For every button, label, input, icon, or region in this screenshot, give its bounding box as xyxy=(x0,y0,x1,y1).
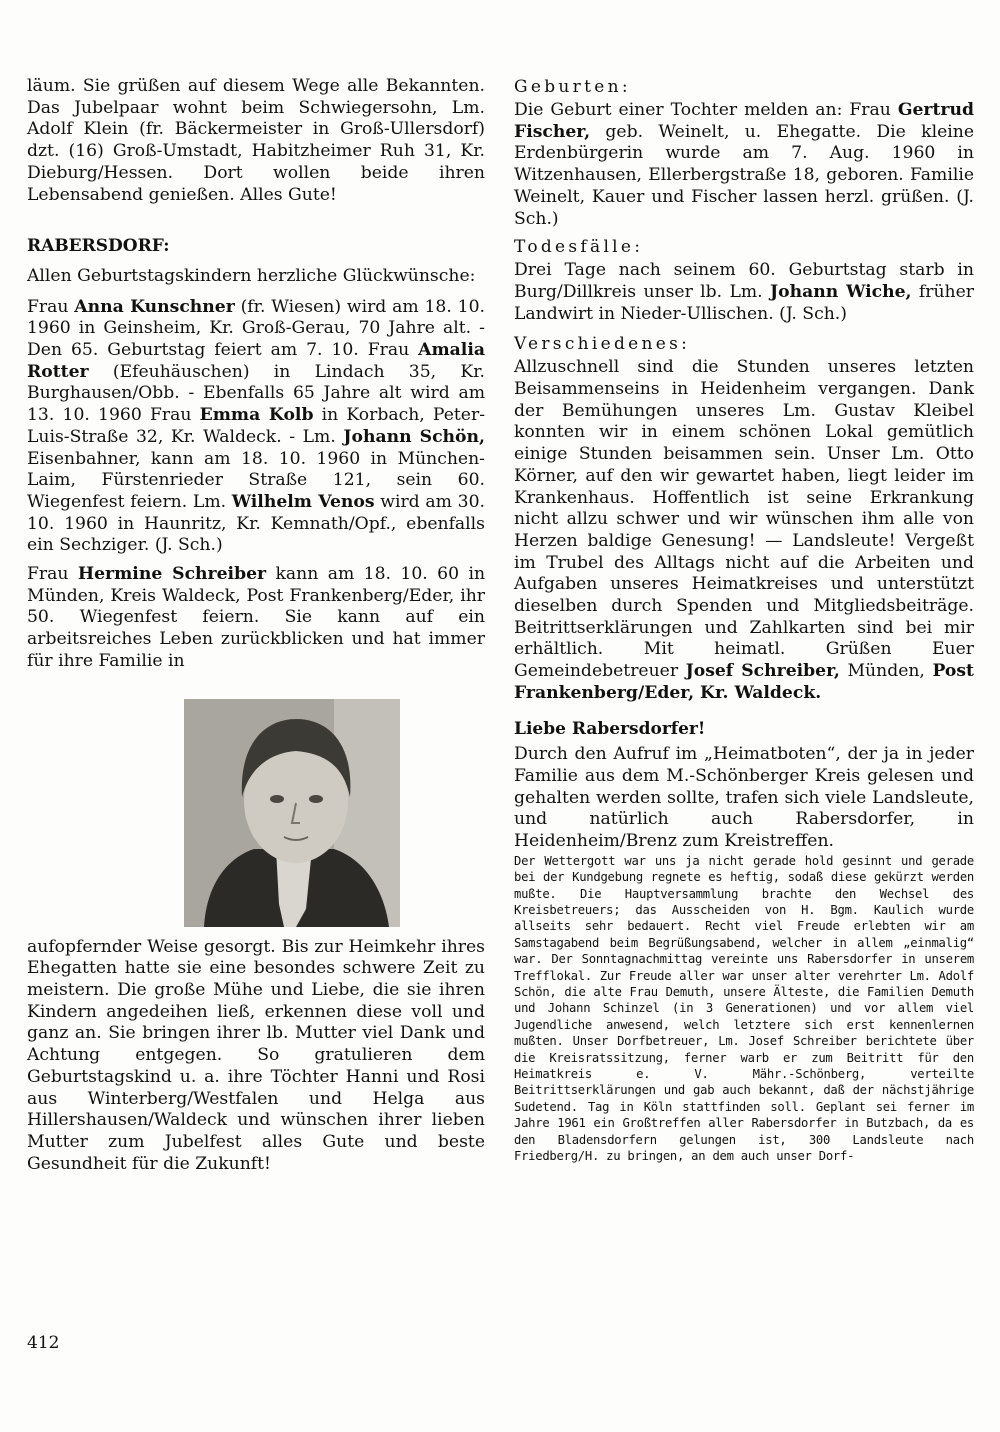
paragraph-greetings: Allen Geburtstagskindern herzliche Glückwünsche: xyxy=(27,265,476,286)
paragraph-hermine: Frau Hermine Schreiber kann am 18. 10. 60 in Münden, Kreis Waldeck, Post Frankenberg/Eder, ihr 50. Wiegenfest feiern. Sie kann auf ein arbeitsreiches Leben zurückblicken und hat immer für ihre Familie in xyxy=(27,564,486,671)
paragraph-intro: läum. Sie grüßen auf diesem Wege alle Bekannten. Das Jubelpaar wohnt beim Schwiegersohn, Lm. Adolf Klein (fr. Bäckermeister in Groß-Ullersdorf) dzt. (16) Groß-Umstadt, Habitzheimer Ruh 31, Kr. Dieburg/Hessen. Dort wollen beide ihren Lebensabend genießen. Alles Gute! xyxy=(27,76,485,205)
paragraph-birthdays: Frau Anna Kunschner (fr. Wiesen) wird am 18. 10. 1960 in Geinsheim, Kr. Groß-Gerau, 70 Jahre alt. - Den 65. Geburtstag feiert am 7. 10. Frau Amalia Rotter (Efeuhäuschen) in Lindach 35, Kr. Burghausen/Obb. - Ebenfalls 65 Jahre alt wird am 13. 10. 1960 Frau Emma Kolb in Korbach, Peter-Luis-Straße 32, Kr. Waldeck. - Lm. Johann Schön, Eisenbahner, kann am 18. 10. 1960 in München-Laim, Fürstenrieder Straße 121, sein 60. Wiegenfest feiern. Lm. Wilhelm Venos wird am 30. 10. 1960 in Haunritz, Kr. Kemnath/Opf., ebenfalls ein Sechziger. (J. Sch.) xyxy=(27,296,486,556)
page-number: 412 xyxy=(27,1333,60,1353)
paragraph-misc: Allzuschnell sind die Stunden unseres letzten Beisammenseins in Heidenheim vergangen. Dank der Bemühungen unseres Lm. Gustav Kleibel konnten wir in einem schönen Lokal gemütlich einige Stunden beisammen sein. Unser Lm. Otto Körner, auf den wir gewartet haben, liegt leider im Krankenhaus. Hoffentlich ist seine Erkrankung nicht allzu schwer und wir wünschen ihm alle von Herzen baldige Genesung! — Landsleute! Vergeßt im Trubel des Alltags nicht auf die Arbeiten und Aufgaben unseres Heimatkreises und unterstützt dieselben durch Spenden und Mitgliedsbeiträge. Beitrittserklärungen und Zahlkarten sind bei mir erhältlich. Mit heimatl. Grüßen Euer Gemeindebetreuer Josef Schreiber, Münden, Post Frankenberg/Eder, Kr. Waldeck. xyxy=(514,357,974,703)
paragraph-births: Die Geburt einer Tochter melden an: Frau Gertrud Fischer, geb. Weinelt, u. Ehegatte. Die kleine Erdenbürgerin wurde am 7. Aug. 1960 in Witzenhausen, Ellerbergstraße 18, geboren. Familie Weinelt, Kauer und Fischer lassen herzl. grüßen. (J. Sch.) xyxy=(514,100,974,229)
paragraph-hermine-continued: aufopfernder Weise gesorgt. Bis zur Heimkehr ihres Ehegatten hatte sie eine besondes schwere Zeit zu meistern. Die große Mühe und Liebe, die sie ihren Kindern angedeihen ließ, erkennen diese voll und ganz an. Sie bringen ihrer lb. Mutter viel Dank und Achtung entgegen. So gratulieren dem Geburtstagskind u. a. ihre Töchter Hanni und Rosi aus Winterberg/Westfalen und Helga aus Hillershausen/Waldeck und wünschen ihrer lieben Mutter zum Jubelfest alles Gute und beste Gesundheit für die Zukunft! xyxy=(27,936,485,1174)
paragraph-small-print: Der Wettergott war uns ja nicht gerade hold gesinnt und gerade bei der Kundgebung regnete es heftig, sodaß diese gekürzt werden mußte. Die Hauptversammlung brachte den Wechsel des Kreisbetreuers; das Ausscheiden von H. Bgm. Kaulich wurde allseits sehr bedauert. Recht viel Freude erlebten wir am Samstagabend beim Begrüßungsabend, welcher in allem „einmalig“ war. Der Sonntagnachmittag vereinte uns Rabersdorfer in unserem Trefflokal. Zur Freude aller war unser alter verehrter Lm. Adolf Schön, die alte Frau Demuth, unsere Älteste, die Familien Demuth und Johann Schinzel (in 3 Generationen) und vor allem viel Jugendliche anwesend, welch letztere sich erst kennenlernen mußten. Unser Dorfbetreuer, Lm. Josef Schreiber berichtete über die Kreisratssitzung, ferner warb er zum Beitritt für den Heimatkreis e. V. Mähr.-Schönberg, verteilte Beitrittserklärungen und gab auch bekannt, daß der nächstjährige Sudetend. Tag in Köln stattfinden soll. Geplant sei ferner im Jahre 1961 ein Großtreffen aller Rabersdorfer in Butzbach, da es den Bladensdorfern gelungen ist, 300 Landsleute nach Friedberg/H. zu bringen, an dem auch unser Dorf- xyxy=(514,853,974,1164)
section-heading-rabersdorf: RABERSDORF: xyxy=(27,236,170,257)
left-column xyxy=(27,76,485,1175)
right-column xyxy=(514,76,974,1165)
portrait-photo xyxy=(184,699,400,927)
portrait-image xyxy=(184,699,400,927)
section-heading-births: Geburten: xyxy=(514,77,631,97)
paragraph-deaths: Drei Tage nach seinem 60. Geburtstag starb in Burg/Dillkreis unser lb. Lm. Johann Wiche, früher Landwirt in Nieder-Ullischen. (J. Sch.) xyxy=(514,260,974,324)
section-heading-deaths: Todesfälle: xyxy=(514,237,644,258)
section-heading-dear-rabersdorfer: Liebe Rabersdorfer! xyxy=(514,718,706,739)
paragraph-dear-rabersdorfer: Durch den Aufruf im „Heimatboten“, der ja in jeder Familie aus dem M.-Schönberger Kreis gelesen und gehalten werden sollte, trafen sich viele Landsleute, und natürlich auch Rabersdorfer, in Heidenheim/Brenz zum Kreistreffen. xyxy=(514,744,974,852)
section-heading-misc: Verschiedenes: xyxy=(514,334,691,355)
